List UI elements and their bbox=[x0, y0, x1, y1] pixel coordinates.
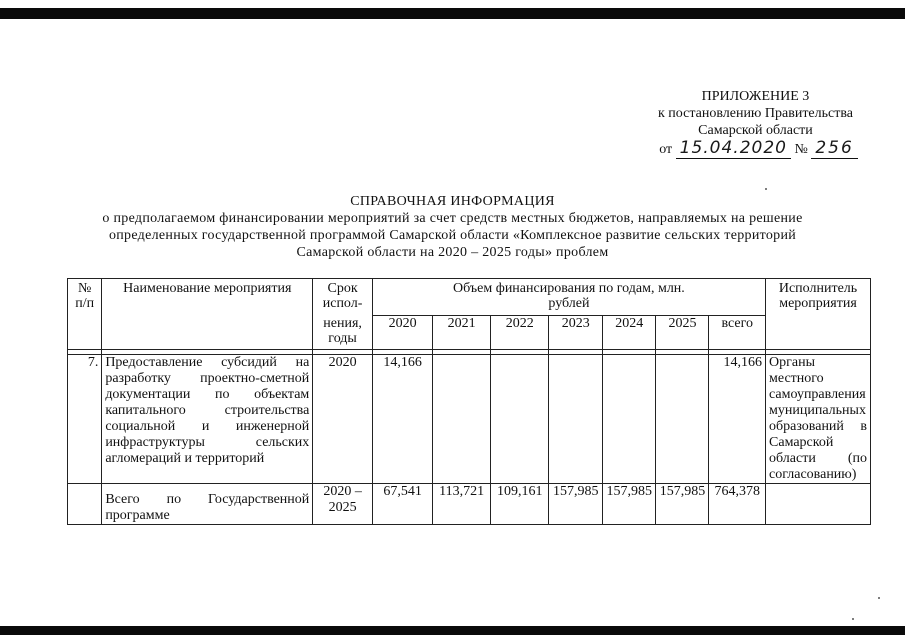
total-value-2020: 67,541 bbox=[372, 483, 433, 524]
scan-speck bbox=[765, 188, 767, 190]
appendix-title: ПРИЛОЖЕНИЕ 3 bbox=[701, 89, 810, 104]
total-num bbox=[68, 483, 102, 524]
appendix-header bbox=[658, 88, 853, 158]
row-value-2020: 14,166 bbox=[372, 354, 433, 483]
number-prefix: № bbox=[794, 142, 808, 157]
handwritten-number: 256 bbox=[811, 138, 857, 159]
row-value-2022 bbox=[490, 354, 549, 483]
total-value-2022: 109,161 bbox=[490, 483, 549, 524]
total-term: 2020 – 2025 bbox=[313, 483, 373, 524]
row-num: 7. bbox=[68, 354, 102, 483]
total-value-total: 764,378 bbox=[709, 483, 766, 524]
title-line-2: определенных государственной программой Самарской области «Комплексное развитие сельских территорий bbox=[108, 228, 797, 243]
total-name: Всего по Государственной программе bbox=[102, 483, 313, 524]
appendix-region: Самарской области bbox=[698, 123, 813, 138]
year-2025: 2025 bbox=[656, 316, 709, 350]
year-2022: 2022 bbox=[490, 316, 549, 350]
title-line-3: Самарской области на 2020 – 2025 годы» проблем bbox=[296, 245, 609, 260]
handwritten-date: 15.04.2020 bbox=[676, 138, 791, 159]
row-executor: Органы местного самоуправления муниципальных образований в Самарской области (по согласованию) bbox=[766, 354, 871, 483]
year-2023: 2023 bbox=[549, 316, 603, 350]
header-funding: Объем финансирования по годам, млн. рублей bbox=[372, 279, 765, 316]
header-executor: Исполнитель мероприятия bbox=[766, 279, 871, 350]
header-term-top: Срок испол- bbox=[313, 279, 373, 316]
funding-table bbox=[67, 278, 871, 525]
document-title bbox=[0, 193, 905, 261]
appendix-resolution: к постановлению Правительства bbox=[657, 106, 853, 121]
row-name: Предоставление субсидий на разработку проектно-сметной документации по объектам капитального строительства социальной и инженерной инфраструктуры сельских агломераций и территорий bbox=[102, 354, 313, 483]
row-value-2023 bbox=[549, 354, 603, 483]
row-value-total: 14,166 bbox=[709, 354, 766, 483]
total-value-2024: 157,985 bbox=[602, 483, 656, 524]
title-line-1: о предполагаемом финансировании мероприятий за счет средств местных бюджетов, направляемых на решение bbox=[102, 211, 803, 226]
row-value-2021 bbox=[433, 354, 491, 483]
scan-speck bbox=[852, 618, 854, 620]
year-2021: 2021 bbox=[433, 316, 491, 350]
scan-speck bbox=[878, 597, 880, 599]
row-term: 2020 bbox=[313, 354, 373, 483]
title-heading: СПРАВОЧНАЯ ИНФОРМАЦИЯ bbox=[350, 194, 555, 209]
row-value-2025 bbox=[656, 354, 709, 483]
year-2020: 2020 bbox=[372, 316, 433, 350]
total-value-2021: 113,721 bbox=[433, 483, 491, 524]
year-2024: 2024 bbox=[602, 316, 656, 350]
scan-border-bottom bbox=[0, 626, 905, 635]
row-value-2024 bbox=[602, 354, 656, 483]
scan-border-top bbox=[0, 8, 905, 19]
year-total: всего bbox=[709, 316, 766, 350]
header-num: № п/п bbox=[68, 279, 102, 350]
header-term-bottom: нения, годы bbox=[313, 316, 373, 350]
table-row bbox=[68, 354, 871, 483]
total-value-2023: 157,985 bbox=[549, 483, 603, 524]
header-name: Наименование мероприятия bbox=[102, 279, 313, 350]
date-prefix: от bbox=[659, 142, 673, 157]
total-executor bbox=[766, 483, 871, 524]
table-total-row bbox=[68, 483, 871, 524]
resolution-date-line bbox=[658, 139, 859, 158]
total-value-2025: 157,985 bbox=[656, 483, 709, 524]
